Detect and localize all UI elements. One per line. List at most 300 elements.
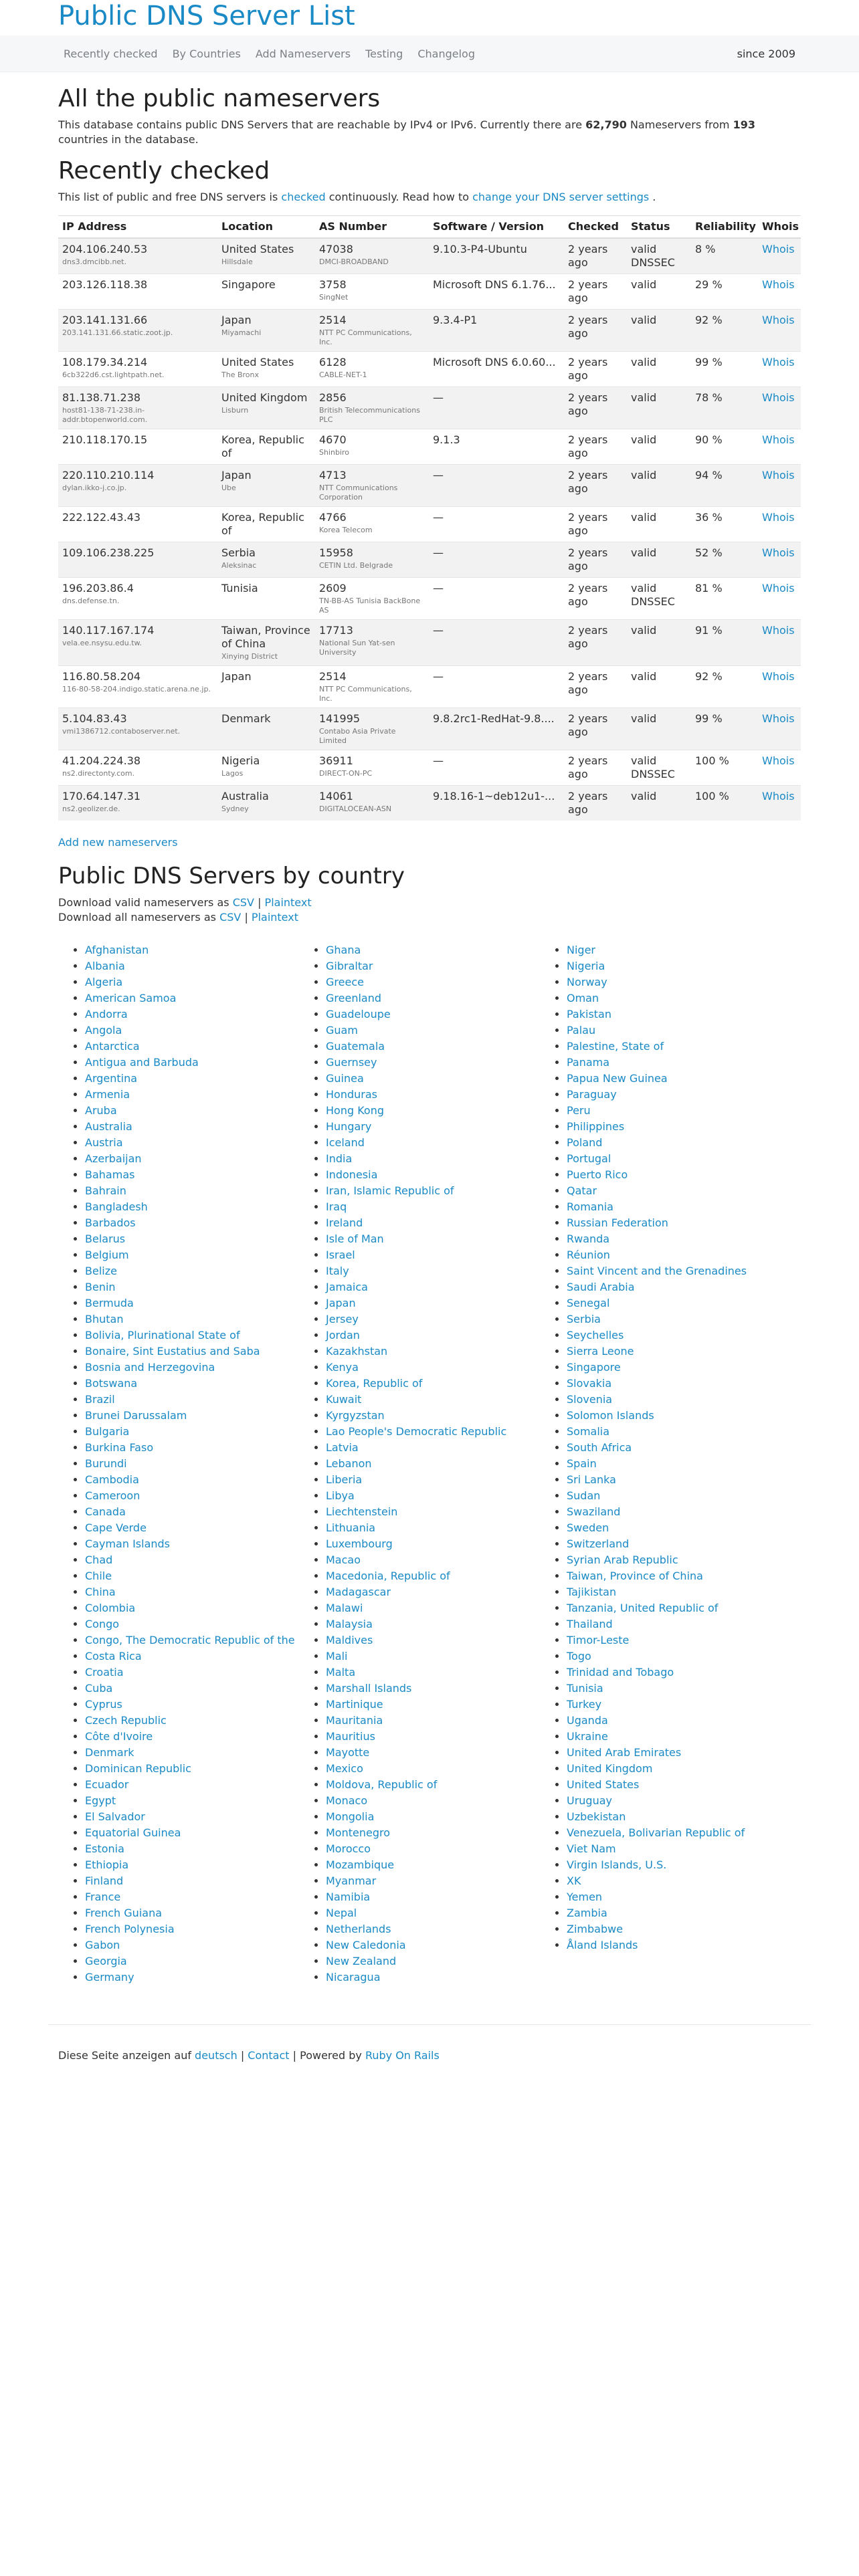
country-link[interactable]: Bahrain bbox=[85, 1184, 126, 1197]
whois-link[interactable]: Whois bbox=[762, 356, 795, 368]
country-link[interactable]: Germany bbox=[85, 1971, 134, 1983]
country-link[interactable]: Puerto Rico bbox=[567, 1168, 628, 1181]
country-link[interactable]: Rwanda bbox=[567, 1232, 610, 1245]
ip-link[interactable]: 140.117.167.174 bbox=[62, 624, 155, 637]
location-cell bbox=[217, 708, 315, 750]
country-link[interactable]: Qatar bbox=[567, 1184, 597, 1197]
country-name: Singapore bbox=[221, 278, 276, 291]
country-link[interactable]: Israel bbox=[326, 1249, 355, 1261]
whois-link[interactable]: Whois bbox=[762, 754, 795, 767]
country-link[interactable]: Malaysia bbox=[326, 1618, 373, 1630]
country-link[interactable]: Lao People's Democratic Republic bbox=[326, 1425, 507, 1438]
country-link[interactable]: Indonesia bbox=[326, 1168, 378, 1181]
country-link[interactable]: Romania bbox=[567, 1200, 613, 1213]
country-link[interactable]: Palau bbox=[567, 1024, 596, 1037]
location-cell bbox=[217, 465, 315, 507]
country-link[interactable]: Equatorial Guinea bbox=[85, 1826, 181, 1839]
hostname: ns2.geolizer.de. bbox=[62, 804, 120, 813]
country-link[interactable]: Chad bbox=[85, 1553, 113, 1566]
country-link[interactable]: Austria bbox=[85, 1136, 123, 1149]
country-link[interactable]: Mongolia bbox=[326, 1810, 375, 1823]
country-link[interactable]: Latvia bbox=[326, 1441, 359, 1454]
country-link[interactable]: Nicaragua bbox=[326, 1971, 381, 1983]
country-link[interactable]: Guatemala bbox=[326, 1040, 385, 1053]
status-cell: valid bbox=[627, 708, 691, 750]
city-name: Ube bbox=[221, 484, 236, 492]
reliability-cell: 81 % bbox=[691, 578, 758, 620]
asn-cell bbox=[315, 238, 429, 274]
country-link[interactable]: Estonia bbox=[85, 1842, 124, 1855]
country-link[interactable]: Dominican Republic bbox=[85, 1762, 191, 1775]
asn-number: 14061 bbox=[319, 790, 353, 802]
country-link[interactable]: Côte d'Ivoire bbox=[85, 1730, 153, 1743]
country-link[interactable]: Algeria bbox=[85, 976, 123, 988]
country-link[interactable]: Ecuador bbox=[85, 1778, 129, 1791]
country-link[interactable]: Paraguay bbox=[567, 1088, 617, 1101]
country-link[interactable]: Bonaire, Sint Eustatius and Saba bbox=[85, 1345, 260, 1358]
country-link[interactable]: Slovakia bbox=[567, 1377, 612, 1390]
country-link[interactable]: Egypt bbox=[85, 1794, 116, 1807]
country-link[interactable]: Kuwait bbox=[326, 1393, 362, 1406]
country-link[interactable]: United States bbox=[567, 1778, 640, 1791]
software-version: — bbox=[433, 670, 444, 683]
country-link[interactable]: Netherlands bbox=[326, 1923, 391, 1935]
nav-changelog[interactable]: Changelog bbox=[417, 47, 475, 60]
country-link[interactable]: Gabon bbox=[85, 1939, 120, 1951]
country-link[interactable]: Barbados bbox=[85, 1216, 136, 1229]
country-link[interactable]: French Guiana bbox=[85, 1907, 163, 1919]
table-row bbox=[58, 750, 801, 786]
whois-link[interactable]: Whois bbox=[762, 469, 795, 481]
ip-link[interactable]: 109.106.238.225 bbox=[62, 546, 155, 559]
hostname: 6cb322d6.cst.lightpath.net. bbox=[62, 370, 165, 379]
nav-by-countries[interactable]: By Countries bbox=[172, 47, 241, 60]
table-row bbox=[58, 387, 801, 429]
contact-link[interactable]: Contact bbox=[248, 2049, 290, 2062]
ip-link[interactable]: 203.141.131.66 bbox=[62, 314, 148, 326]
country-link[interactable]: France bbox=[85, 1891, 121, 1903]
country-link[interactable]: Angola bbox=[85, 1024, 122, 1037]
country-link[interactable]: Denmark bbox=[85, 1746, 134, 1759]
checked-link[interactable]: checked bbox=[281, 191, 326, 203]
ip-link[interactable]: 81.138.71.238 bbox=[62, 391, 141, 404]
download-all-csv-link[interactable]: CSV bbox=[219, 911, 242, 924]
list-item bbox=[326, 1039, 540, 1055]
recent-text: This list of public and free DNS servers is checked continuously. Read how to change your DNS server settings . bbox=[58, 191, 656, 203]
country-link[interactable]: Palestine, State of bbox=[567, 1040, 664, 1053]
ip-link[interactable]: 203.126.118.38 bbox=[62, 278, 148, 291]
country-link[interactable]: Kazakhstan bbox=[326, 1345, 388, 1358]
country-link[interactable]: Burundi bbox=[85, 1457, 127, 1470]
ip-cell bbox=[58, 429, 217, 465]
country-link[interactable]: Papua New Guinea bbox=[567, 1072, 668, 1085]
country-link[interactable]: Morocco bbox=[326, 1842, 371, 1855]
country-link[interactable]: Bermuda bbox=[85, 1297, 134, 1309]
country-link[interactable]: China bbox=[85, 1586, 116, 1598]
country-link[interactable]: XK bbox=[567, 1874, 581, 1887]
country-link[interactable]: Zambia bbox=[567, 1907, 607, 1919]
ruby-on-rails-link[interactable]: Ruby On Rails bbox=[365, 2049, 440, 2062]
country-link[interactable]: Poland bbox=[567, 1136, 603, 1149]
country-link[interactable]: Sudan bbox=[567, 1489, 601, 1502]
country-link[interactable]: Cayman Islands bbox=[85, 1537, 170, 1550]
whois-link[interactable]: Whois bbox=[762, 790, 795, 802]
country-link[interactable]: New Zealand bbox=[326, 1955, 397, 1967]
ip-link[interactable]: 108.179.34.214 bbox=[62, 356, 148, 368]
country-link[interactable]: Andorra bbox=[85, 1008, 128, 1021]
country-link[interactable]: Russian Federation bbox=[567, 1216, 668, 1229]
ip-cell bbox=[58, 387, 217, 429]
whois-link[interactable]: Whois bbox=[762, 670, 795, 683]
country-link[interactable]: Bangladesh bbox=[85, 1200, 148, 1213]
list-item bbox=[567, 1568, 781, 1584]
country-link[interactable]: South Africa bbox=[567, 1441, 632, 1454]
ip-cell bbox=[58, 666, 217, 708]
country-link[interactable]: Jamaica bbox=[326, 1281, 368, 1293]
country-link[interactable]: Uganda bbox=[567, 1714, 608, 1727]
country-link[interactable]: United Kingdom bbox=[567, 1762, 653, 1775]
whois-link[interactable]: Whois bbox=[762, 546, 795, 559]
country-link[interactable]: Botswana bbox=[85, 1377, 138, 1390]
country-link[interactable]: Czech Republic bbox=[85, 1714, 167, 1727]
checked-cell: 2 years ago bbox=[564, 465, 627, 507]
country-link[interactable]: Brazil bbox=[85, 1393, 115, 1406]
country-link[interactable]: Honduras bbox=[326, 1088, 377, 1101]
asn-cell bbox=[315, 666, 429, 708]
ip-link[interactable]: 41.204.224.38 bbox=[62, 754, 141, 767]
whois-link[interactable]: Whois bbox=[762, 391, 795, 404]
country-link[interactable]: Tunisia bbox=[567, 1682, 603, 1695]
country-link[interactable]: Burkina Faso bbox=[85, 1441, 154, 1454]
checked-cell: 2 years ago bbox=[564, 507, 627, 542]
ip-link[interactable]: 220.110.210.114 bbox=[62, 469, 155, 481]
country-link[interactable]: Cyprus bbox=[85, 1698, 122, 1711]
country-link[interactable]: Sweden bbox=[567, 1521, 609, 1534]
country-link[interactable]: Bahamas bbox=[85, 1168, 135, 1181]
country-link[interactable]: Congo, The Democratic Republic of the bbox=[85, 1634, 295, 1646]
country-link[interactable]: Antigua and Barbuda bbox=[85, 1056, 199, 1069]
ip-link[interactable]: 5.104.83.43 bbox=[62, 712, 127, 725]
whois-link[interactable]: Whois bbox=[762, 624, 795, 637]
change-dns-settings-link[interactable]: change your DNS server settings bbox=[472, 191, 650, 203]
country-link[interactable]: Liberia bbox=[326, 1473, 363, 1486]
country-link[interactable]: Senegal bbox=[567, 1297, 610, 1309]
country-link[interactable]: Sri Lanka bbox=[567, 1473, 616, 1486]
country-link[interactable]: Colombia bbox=[85, 1602, 136, 1614]
country-link[interactable]: Ethiopia bbox=[85, 1858, 129, 1871]
list-item bbox=[326, 1568, 540, 1584]
country-link[interactable]: Lebanon bbox=[326, 1457, 372, 1470]
country-link[interactable]: Croatia bbox=[85, 1666, 124, 1679]
ip-link[interactable]: 196.203.86.4 bbox=[62, 582, 134, 595]
country-link[interactable]: Zimbabwe bbox=[567, 1923, 624, 1935]
asn-name: DMCI-BROADBAND bbox=[319, 257, 389, 266]
country-link[interactable]: Belgium bbox=[85, 1249, 129, 1261]
country-link[interactable]: Hong Kong bbox=[326, 1104, 384, 1117]
country-link[interactable]: Moldova, Republic of bbox=[326, 1778, 438, 1791]
ip-cell bbox=[58, 507, 217, 542]
download-all-plaintext-link[interactable]: Plaintext bbox=[251, 911, 298, 924]
country-link[interactable]: Sierra Leone bbox=[567, 1345, 634, 1358]
country-link[interactable]: Aruba bbox=[85, 1104, 117, 1117]
country-link[interactable]: Jersey bbox=[326, 1313, 359, 1325]
whois-link[interactable]: Whois bbox=[762, 278, 795, 291]
list-item bbox=[326, 1392, 540, 1408]
country-link[interactable]: Japan bbox=[326, 1297, 356, 1309]
list-item bbox=[567, 1295, 781, 1311]
country-link[interactable]: Azerbaijan bbox=[85, 1152, 142, 1165]
country-link[interactable]: Singapore bbox=[567, 1361, 621, 1374]
country-link[interactable]: Yemen bbox=[567, 1891, 603, 1903]
country-link[interactable]: Belize bbox=[85, 1265, 117, 1277]
country-link[interactable]: Nepal bbox=[326, 1907, 357, 1919]
col-whois: Whois bbox=[758, 216, 801, 239]
country-link[interactable]: Macedonia, Republic of bbox=[326, 1570, 450, 1582]
software-cell bbox=[429, 274, 564, 310]
country-link[interactable]: Madagascar bbox=[326, 1586, 391, 1598]
language-deutsch-link[interactable]: deutsch bbox=[195, 2049, 237, 2062]
country-link[interactable]: Oman bbox=[567, 992, 599, 1004]
country-link[interactable]: Argentina bbox=[85, 1072, 138, 1085]
asn-cell bbox=[315, 578, 429, 620]
country-link[interactable]: Kenya bbox=[326, 1361, 359, 1374]
country-link[interactable]: Monaco bbox=[326, 1794, 368, 1807]
country-link[interactable]: Antarctica bbox=[85, 1040, 140, 1053]
country-link[interactable]: Chile bbox=[85, 1570, 112, 1582]
country-link[interactable]: Costa Rica bbox=[85, 1650, 142, 1662]
ip-cell bbox=[58, 750, 217, 786]
country-link[interactable]: Guinea bbox=[326, 1072, 364, 1085]
country-link[interactable]: Bosnia and Herzegovina bbox=[85, 1361, 215, 1374]
country-link[interactable]: Iran, Islamic Republic of bbox=[326, 1184, 454, 1197]
country-link[interactable]: Taiwan, Province of China bbox=[567, 1570, 703, 1582]
asn-number: 36911 bbox=[319, 754, 353, 767]
country-link[interactable]: Lithuania bbox=[326, 1521, 376, 1534]
hostname: host81-138-71-238.in-addr.btopenworld.com. bbox=[62, 406, 148, 424]
col-location: Location bbox=[217, 216, 315, 239]
country-link[interactable]: Syrian Arab Republic bbox=[567, 1553, 678, 1566]
country-link[interactable]: Luxembourg bbox=[326, 1537, 393, 1550]
country-link[interactable]: Spain bbox=[567, 1457, 597, 1470]
country-link[interactable]: Swaziland bbox=[567, 1505, 621, 1518]
country-link[interactable]: Seychelles bbox=[567, 1329, 624, 1341]
country-link[interactable]: New Caledonia bbox=[326, 1939, 406, 1951]
asn-cell bbox=[315, 750, 429, 786]
country-link[interactable]: Greece bbox=[326, 976, 364, 988]
country-link[interactable]: Libya bbox=[326, 1489, 355, 1502]
country-link[interactable]: Gibraltar bbox=[326, 960, 373, 972]
ip-cell bbox=[58, 708, 217, 750]
ip-link[interactable]: 170.64.147.31 bbox=[62, 790, 141, 802]
country-link[interactable]: Togo bbox=[567, 1650, 591, 1662]
country-link[interactable]: Mauritius bbox=[326, 1730, 375, 1743]
country-link[interactable]: Canada bbox=[85, 1505, 126, 1518]
list-item bbox=[85, 1681, 299, 1697]
country-link[interactable]: Ukraine bbox=[567, 1730, 608, 1743]
country-link[interactable]: Greenland bbox=[326, 992, 381, 1004]
country-link[interactable]: Tajikistan bbox=[567, 1586, 617, 1598]
country-link[interactable]: Réunion bbox=[567, 1249, 610, 1261]
country-link[interactable]: Trinidad and Tobago bbox=[567, 1666, 674, 1679]
country-link[interactable]: Saudi Arabia bbox=[567, 1281, 635, 1293]
country-link[interactable]: Panama bbox=[567, 1056, 610, 1069]
country-link[interactable]: Pakistan bbox=[567, 1008, 611, 1021]
country-link[interactable]: Cuba bbox=[85, 1682, 113, 1695]
whois-link[interactable]: Whois bbox=[762, 511, 795, 524]
country-link[interactable]: Uzbekistan bbox=[567, 1810, 626, 1823]
country-link[interactable]: Maldives bbox=[326, 1634, 373, 1646]
country-link[interactable]: Iceland bbox=[326, 1136, 365, 1149]
list-item bbox=[85, 1777, 299, 1793]
country-link[interactable]: Bolivia, Plurinational State of bbox=[85, 1329, 240, 1341]
country-link[interactable]: Cameroon bbox=[85, 1489, 140, 1502]
software-version: 9.1.3 bbox=[433, 433, 460, 446]
location-cell bbox=[217, 666, 315, 708]
country-link[interactable]: Martinique bbox=[326, 1698, 383, 1711]
country-link[interactable]: Iraq bbox=[326, 1200, 347, 1213]
software-version: — bbox=[433, 582, 444, 595]
list-item bbox=[85, 1039, 299, 1055]
country-link[interactable]: Thailand bbox=[567, 1618, 613, 1630]
country-link[interactable]: Turkey bbox=[567, 1698, 602, 1711]
country-link[interactable]: Cape Verde bbox=[85, 1521, 147, 1534]
country-link[interactable]: Venezuela, Bolivarian Republic of bbox=[567, 1826, 745, 1839]
list-item bbox=[85, 1183, 299, 1199]
country-link[interactable]: Viet Nam bbox=[567, 1842, 616, 1855]
country-link[interactable]: India bbox=[326, 1152, 353, 1165]
country-link[interactable]: Australia bbox=[85, 1120, 132, 1133]
country-link[interactable]: Timor-Leste bbox=[567, 1634, 630, 1646]
country-link[interactable]: Guam bbox=[326, 1024, 358, 1037]
country-link[interactable]: Malta bbox=[326, 1666, 356, 1679]
country-link[interactable]: Mexico bbox=[326, 1762, 363, 1775]
country-link[interactable]: Afghanistan bbox=[85, 944, 149, 956]
software-cell bbox=[429, 578, 564, 620]
country-link[interactable]: Bulgaria bbox=[85, 1425, 130, 1438]
country-link[interactable]: American Samoa bbox=[85, 992, 177, 1004]
country-link[interactable]: Åland Islands bbox=[567, 1939, 638, 1951]
ip-link[interactable]: 116.80.58.204 bbox=[62, 670, 141, 683]
country-link[interactable]: Marshall Islands bbox=[326, 1682, 412, 1695]
country-link[interactable]: Mauritania bbox=[326, 1714, 383, 1727]
country-link[interactable]: Georgia bbox=[85, 1955, 127, 1967]
country-link[interactable]: Mayotte bbox=[326, 1746, 370, 1759]
country-link[interactable]: Uruguay bbox=[567, 1794, 612, 1807]
country-link[interactable]: Norway bbox=[567, 976, 607, 988]
country-link[interactable]: Jordan bbox=[326, 1329, 360, 1341]
hostname: vmi1386712.contaboserver.net. bbox=[62, 727, 181, 736]
country-link[interactable]: Liechtenstein bbox=[326, 1505, 398, 1518]
country-link[interactable]: Ghana bbox=[326, 944, 361, 956]
country-link[interactable]: Niger bbox=[567, 944, 595, 956]
download-valid-plaintext-link[interactable]: Plaintext bbox=[264, 896, 312, 909]
country-link[interactable]: Isle of Man bbox=[326, 1232, 384, 1245]
country-link[interactable]: Myanmar bbox=[326, 1874, 377, 1887]
list-item bbox=[85, 1873, 299, 1889]
country-link[interactable]: Portugal bbox=[567, 1152, 611, 1165]
country-link[interactable]: Guernsey bbox=[326, 1056, 377, 1069]
country-link[interactable]: Finland bbox=[85, 1874, 124, 1887]
asn-name: NTT PC Communications, Inc. bbox=[319, 328, 412, 346]
country-link[interactable]: Albania bbox=[85, 960, 125, 972]
site-title[interactable]: Public DNS Server List bbox=[58, 1, 355, 31]
whois-link[interactable]: Whois bbox=[762, 243, 795, 255]
country-link[interactable]: Armenia bbox=[85, 1088, 130, 1101]
country-link[interactable]: United Arab Emirates bbox=[567, 1746, 682, 1759]
country-link[interactable]: Slovenia bbox=[567, 1393, 613, 1406]
list-item bbox=[85, 1440, 299, 1456]
whois-link[interactable]: Whois bbox=[762, 712, 795, 725]
country-link[interactable]: Philippines bbox=[567, 1120, 625, 1133]
nav-add-nameservers[interactable]: Add Nameservers bbox=[255, 47, 351, 60]
country-link[interactable]: Switzerland bbox=[567, 1537, 630, 1550]
country-link[interactable]: Saint Vincent and the Grenadines bbox=[567, 1265, 747, 1277]
country-link[interactable]: Tanzania, United Republic of bbox=[567, 1602, 719, 1614]
list-item bbox=[85, 1616, 299, 1632]
list-item bbox=[567, 1825, 781, 1841]
nav-recently-checked[interactable]: Recently checked bbox=[64, 47, 158, 60]
ip-link[interactable]: 204.106.240.53 bbox=[62, 243, 148, 255]
whois-link[interactable]: Whois bbox=[762, 433, 795, 446]
list-item bbox=[326, 1295, 540, 1311]
country-link[interactable]: Peru bbox=[567, 1104, 591, 1117]
list-item bbox=[326, 1135, 540, 1151]
whois-link[interactable]: Whois bbox=[762, 314, 795, 326]
country-link[interactable]: Serbia bbox=[567, 1313, 601, 1325]
list-item bbox=[326, 1151, 540, 1167]
country-link[interactable]: Brunei Darussalam bbox=[85, 1409, 187, 1422]
country-link[interactable]: Guadeloupe bbox=[326, 1008, 391, 1021]
country-link[interactable]: Cambodia bbox=[85, 1473, 139, 1486]
list-item bbox=[85, 1215, 299, 1231]
country-link[interactable]: Italy bbox=[326, 1265, 349, 1277]
ip-link[interactable]: 210.118.170.15 bbox=[62, 433, 148, 446]
country-link[interactable]: Kyrgyzstan bbox=[326, 1409, 385, 1422]
add-nameservers-link[interactable]: Add new nameservers bbox=[58, 836, 178, 849]
country-link[interactable]: Montenegro bbox=[326, 1826, 391, 1839]
country-link[interactable]: Ireland bbox=[326, 1216, 363, 1229]
reliability-cell: 8 % bbox=[691, 238, 758, 274]
country-link[interactable]: Macao bbox=[326, 1553, 361, 1566]
country-link[interactable]: Bhutan bbox=[85, 1313, 124, 1325]
country-link[interactable]: French Polynesia bbox=[85, 1923, 175, 1935]
country-link[interactable]: Nigeria bbox=[567, 960, 605, 972]
country-link[interactable]: Mali bbox=[326, 1650, 348, 1662]
intro-heading: All the public nameservers bbox=[58, 85, 381, 112]
country-link[interactable]: Hungary bbox=[326, 1120, 372, 1133]
whois-cell bbox=[758, 620, 801, 666]
download-valid-csv-link[interactable]: CSV bbox=[232, 896, 254, 909]
country-link[interactable]: Korea, Republic of bbox=[326, 1377, 423, 1390]
country-link[interactable]: Mozambique bbox=[326, 1858, 395, 1871]
location-cell bbox=[217, 310, 315, 352]
country-name: Japan bbox=[221, 314, 252, 326]
country-link[interactable]: Benin bbox=[85, 1281, 116, 1293]
country-link[interactable]: Solomon Islands bbox=[567, 1409, 654, 1422]
country-link[interactable]: El Salvador bbox=[85, 1810, 145, 1823]
country-link[interactable]: Namibia bbox=[326, 1891, 371, 1903]
country-link[interactable]: Somalia bbox=[567, 1425, 610, 1438]
country-link[interactable]: Malawi bbox=[326, 1602, 363, 1614]
country-link[interactable]: Congo bbox=[85, 1618, 120, 1630]
software-cell bbox=[429, 507, 564, 542]
country-link[interactable]: Virgin Islands, U.S. bbox=[567, 1858, 667, 1871]
country-link[interactable]: Belarus bbox=[85, 1232, 126, 1245]
whois-link[interactable]: Whois bbox=[762, 582, 795, 595]
nav-testing[interactable]: Testing bbox=[365, 47, 403, 60]
country-name: Japan bbox=[221, 670, 252, 683]
ip-link[interactable]: 222.122.43.43 bbox=[62, 511, 141, 524]
